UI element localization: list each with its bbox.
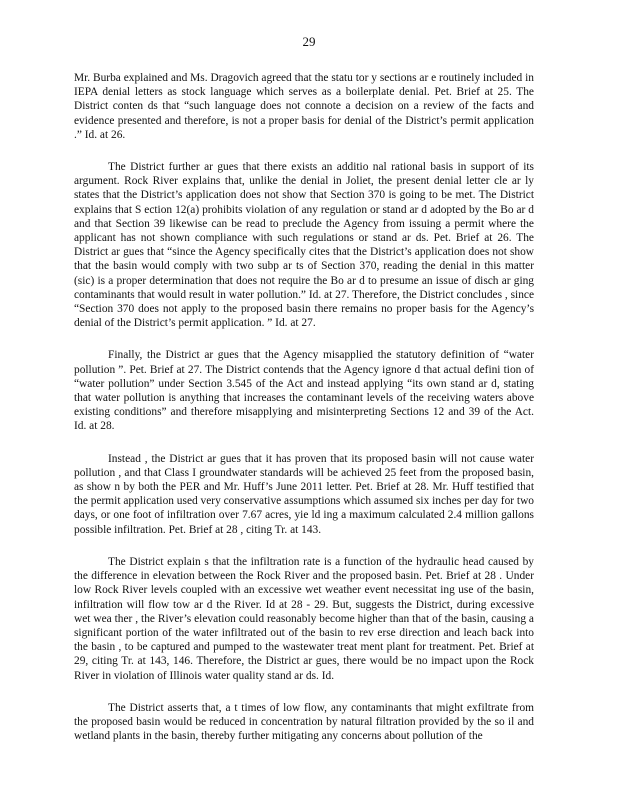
paragraph-6: The District asserts that, a t times of low flow, any contaminants that might exfiltrate from the proposed basin would be reduced in concentration by natural filtration provided by the so il and wetland plants in the basin, thereby further mitigating any concerns about pollution of the (74, 701, 534, 743)
paragraph-3: Finally, the District ar gues that the Agency misapplied the statutory definition of “water pollution ”. Pet. Brief at 27. The District contends that the Agency ignore d that actual defini tion of “water pollution” under Section 3.545 of the Act and instead applying “its own stand ar d, stating that water pollution is anything that increases the contaminant levels of the receiving waters above existing conditions” and therefore misapplying and misinterpreting Sections 12 and 39 of the Act. Id. at 28. (74, 349, 534, 433)
paragraph-1: Mr. Burba explained and Ms. Dragovich agreed that the statu tor y sections ar e routinely included in IEPA denial letters as stock language which serves as a boilerplate denial. Pet. Brief at 25. The District conten ds that “such language does not connote a decision on a review of the facts and evidence presented and therefore, is not a proper basis for denial of the District’s permit application .” Id. at 26. (74, 72, 534, 141)
paragraph-5: The District explain s that the infiltration rate is a function of the hydraulic head caused by the difference in elevation between the Rock River and the proposed basin. Pet. Brief at 28 . Under low Rock River levels coupled with an excessive wet weather event necessitat ing use of the basin, infiltration will flow tow ar d the River. Id at 28 - 29. But, suggests the District, during excessive wet wea ther , the River’s elevation could reasonably become higher than that of the basin, causing a significant portion of the water infiltrated out of the basin to rev erse direction and leach back into the basin , to be captured and pumped to the wastewater treat ment plant for treatment. Pet. Brief at 29, citing Tr. at 143, 146. Therefore, the District ar gues, there would be no impact upon the Rock River in violation of Illinois water quality stand ar ds. Id. (74, 555, 534, 682)
page-number: 29 (302, 34, 316, 49)
paragraph-2: The District further ar gues that there exists an additio nal rational basis in support of its argument. Rock River explains that, unlike the denial in Joliet, the present denial letter cle ar ly states that the District’s application does not show that Section 370 is going to be met. The District explains that S ection 12(a) prohibits violation of any regulation or stand ar d adopted by the Bo ar d and that Section 39 likewise can be read to preclude the Agency from issuing a permit where the applicant has not shown compliance with such regulations or stand ar ds. Pet. Brief at 26. The District ar gues that “since the Agency specifically cites that the District’s application does not show that the basin would comply with two subp ar ts of Section 370, reading the denial in this matter (sic) is a proper determination that does not require the Bo ar d to presume an issue of disch ar ging contaminants that would result in water pollution.” Id. at 27. Therefore, the District concludes , since “Section 370 does not apply to the proposed basin there remains no proper basis for the Agency’s denial of the District’s permit application. ” Id. at 27. (74, 161, 534, 330)
paragraph-4: Instead , the District ar gues that it has proven that its proposed basin will not cause water pollution , and that Class I groundwater standards will be achieved 25 feet from the proposed basin, as show n by both the PER and Mr. Huff’s June 2011 letter. Pet. Brief at 28. Mr. Huff testified that the permit application used very conservative assumptions which assumed six inches per day for two days, or one foot of infiltration over 7.67 acres, yie ld ing a maximum calculated 2.4 million gallons possible infiltration. Pet. Brief at 28 , citing Tr. at 143. (74, 452, 534, 536)
body-text (74, 71, 534, 761)
